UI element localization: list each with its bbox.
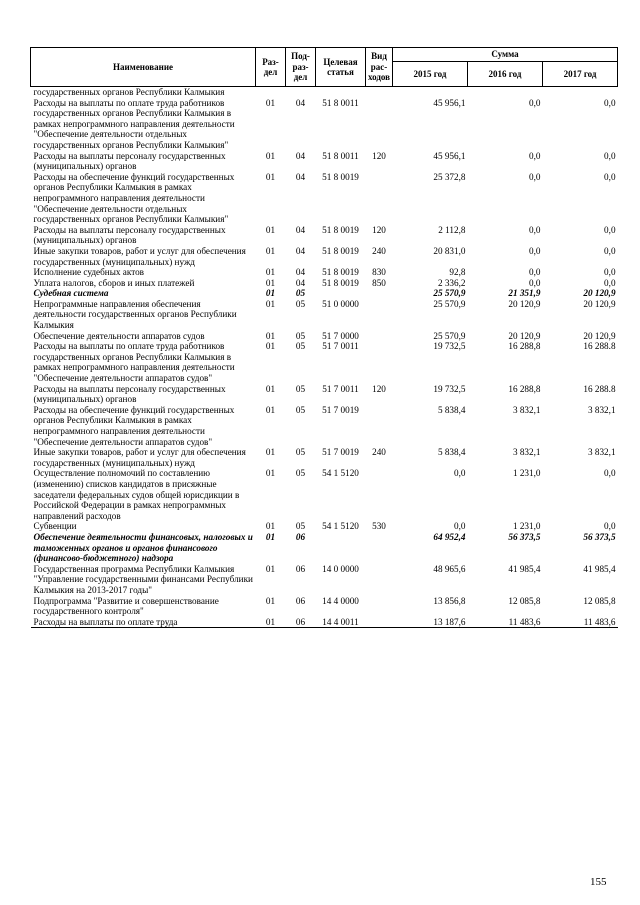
- header-razdel: Раз-дел: [256, 48, 286, 87]
- budget-table: [30, 47, 618, 628]
- table-row: [31, 172, 618, 225]
- row-value-2016: 0,0: [529, 277, 541, 288]
- table-row: [31, 341, 618, 383]
- table-row: [31, 98, 618, 151]
- row-value-2016: 0,0: [529, 150, 541, 161]
- row-target: 51 8 0019: [322, 171, 359, 182]
- row-value-2016: 41 985,4: [508, 563, 541, 574]
- row-podrazdel: 05: [295, 341, 306, 352]
- row-value-2015: 25 570,9: [433, 288, 466, 299]
- table-row: [31, 384, 618, 405]
- row-razdel: 01: [265, 563, 276, 574]
- row-podrazdel: 04: [295, 224, 306, 235]
- row-name: Государственная программа Республики Калмыкия "Управление государственными финансами Республики Калмыкия на 2013-2017 годы": [33, 563, 253, 595]
- row-name: Расходы на выплаты по оплате труда работников государственных органов Республики Калмыкия в рамках непрограммного направления деятельности "Обеспечение деятельности отдельных государственных органов Республики Калмыкия": [33, 97, 235, 150]
- row-podrazdel: 05: [295, 288, 306, 299]
- row-target: 51 8 0019: [322, 277, 359, 288]
- row-value-2015: 5 838,4: [437, 447, 466, 458]
- table-row: [31, 288, 618, 299]
- row-podrazdel: 05: [295, 298, 306, 309]
- table-row: [31, 225, 618, 246]
- row-target: 54 1 5120: [322, 468, 359, 479]
- row-value-2015: 64 952,4: [433, 531, 466, 542]
- row-name: Обеспечение деятельности аппаратов судов: [33, 330, 205, 341]
- budget-table-page: [30, 47, 617, 628]
- row-razdel: 01: [265, 267, 276, 278]
- row-value-2015: 2 336,2: [437, 277, 466, 288]
- row-podrazdel: 05: [295, 468, 306, 479]
- row-razdel: 01: [265, 277, 276, 288]
- table-row: [31, 596, 618, 617]
- row-vid: [366, 341, 393, 383]
- header-target: Целевая статья: [316, 48, 366, 87]
- table-header: [31, 48, 618, 87]
- row-value-2015: [393, 87, 468, 98]
- row-value-2017: 0,0: [604, 521, 616, 532]
- table-row: [31, 331, 618, 342]
- row-name: Расходы на выплаты по оплате труда работников государственных органов Республики Калмыкия в рамках непрограммного направления деятельности "Обеспечение деятельности аппаратов судов": [33, 341, 235, 384]
- header-2017: 2017 год: [543, 62, 618, 87]
- row-value-2016: 3 832,1: [512, 447, 541, 458]
- row-vid: [366, 299, 393, 331]
- row-value-2017: 0,0: [604, 468, 616, 479]
- row-name: Судебная система: [33, 288, 109, 299]
- row-target: 51 8 0011: [322, 97, 359, 108]
- row-value-2017: 16 288.8: [583, 383, 616, 394]
- row-value-2015: 0,0: [454, 468, 466, 479]
- row-value-2017: 0,0: [604, 97, 616, 108]
- row-name: Расходы на обеспечение функций государственных органов Республики Калмыкия в рамках непрограммного направления деятельности "Обеспечение деятельности аппаратов судов": [33, 404, 235, 447]
- row-target: 51 8 0011: [322, 150, 359, 161]
- row-podrazdel: 05: [295, 330, 306, 341]
- row-value-2016: 0,0: [529, 171, 541, 182]
- row-value-2015: 48 965,6: [433, 563, 466, 574]
- row-value-2015: 25 372,8: [433, 171, 466, 182]
- row-value-2017: 56 373,5: [583, 531, 616, 542]
- row-value-2016: 16 288,8: [508, 341, 541, 352]
- row-target: 51 7 0019: [322, 447, 359, 458]
- row-razdel: 01: [265, 468, 276, 479]
- table-row: [31, 521, 618, 532]
- header-name: Наименование: [31, 48, 256, 87]
- header-sum: Сумма: [393, 48, 618, 62]
- row-vid: [366, 596, 393, 617]
- row-podrazdel: 05: [295, 404, 306, 415]
- row-value-2016: 16 288,8: [508, 383, 541, 394]
- row-vid: 240: [372, 447, 386, 458]
- row-value-2017: 3 832,1: [587, 447, 616, 458]
- row-vid: 240: [372, 245, 386, 256]
- row-value-2015: 45 956,1: [433, 97, 466, 108]
- row-razdel: 01: [265, 383, 276, 394]
- row-name: Подпрограмма "Развитие и совершенствование государственного контроля": [33, 595, 219, 617]
- row-name: Субвенции: [33, 521, 77, 532]
- row-value-2017: 3 832,1: [587, 404, 616, 415]
- row-razdel: 01: [265, 521, 276, 532]
- row-razdel: 01: [256, 617, 286, 628]
- row-podrazdel: 05: [295, 447, 306, 458]
- header-2015: 2015 год: [393, 62, 468, 87]
- row-value-2017: 11 483,6: [543, 617, 618, 628]
- row-value-2016: 20 120,9: [508, 330, 541, 341]
- row-razdel: 01: [265, 531, 276, 542]
- row-value-2015: 25 570,9: [433, 330, 466, 341]
- table-row: [31, 405, 618, 447]
- row-target: 51 8 0019: [322, 245, 359, 256]
- row-razdel: 01: [265, 447, 276, 458]
- row-name: Непрограммные направления обеспечения деятельности государственных органов Республики Калмыкия: [33, 298, 237, 331]
- row-target: 14 0 0000: [322, 563, 359, 574]
- row-vid: 850: [372, 277, 386, 288]
- table-row: [31, 617, 618, 628]
- header-podrazdel: Под-раз-дел: [286, 48, 316, 87]
- table-row: [31, 447, 618, 468]
- row-vid: 120: [372, 383, 386, 394]
- row-value-2016: 56 373,5: [508, 531, 541, 542]
- row-value-2016: 11 483,6: [468, 617, 543, 628]
- row-target: 51 7 0019: [322, 404, 359, 415]
- row-podrazdel: 06: [295, 531, 306, 542]
- row-razdel: 01: [265, 171, 276, 182]
- table-row: [31, 468, 618, 521]
- row-vid: [366, 564, 393, 596]
- row-value-2017: 20 120,9: [583, 288, 616, 299]
- row-target: 51 7 0011: [322, 383, 359, 394]
- row-target: [316, 532, 366, 564]
- row-value-2017: 41 985,4: [583, 563, 616, 574]
- row-podrazdel: 04: [295, 267, 306, 278]
- row-vid: [366, 532, 393, 564]
- row-target: 51 7 0011: [322, 341, 359, 352]
- row-podrazdel: 06: [295, 563, 306, 574]
- table-row: [31, 151, 618, 172]
- row-value-2015: 92,8: [449, 267, 466, 278]
- row-value-2016: 21 351,9: [508, 288, 541, 299]
- row-vid: 530: [372, 521, 386, 532]
- row-name: Уплата налогов, сборов и иных платежей: [33, 277, 195, 288]
- row-razdel: 01: [265, 97, 276, 108]
- row-name: Расходы на выплаты персоналу государственных (муниципальных) органов: [33, 224, 226, 246]
- row-podrazdel: 04: [295, 245, 306, 256]
- row-target: 51 8 0019: [322, 267, 359, 278]
- row-razdel: 01: [265, 341, 276, 352]
- row-value-2016: 20 120,9: [508, 298, 541, 309]
- row-value-2015: 5 838,4: [437, 404, 466, 415]
- row-razdel: 01: [265, 150, 276, 161]
- row-value-2017: 0,0: [604, 171, 616, 182]
- row-value-2015: 19 732,5: [433, 341, 466, 352]
- row-value-2016: 1 231,0: [512, 468, 541, 479]
- row-value-2015: 45 956,1: [433, 150, 466, 161]
- row-vid: [366, 87, 393, 98]
- row-podrazdel: 04: [295, 277, 306, 288]
- row-target: 14 4 0000: [322, 595, 359, 606]
- table-row: [31, 246, 618, 267]
- row-value-2015: 25 570,9: [433, 298, 466, 309]
- table-row: [31, 267, 618, 278]
- table-row: [31, 87, 618, 98]
- row-vid: [366, 172, 393, 225]
- table-row: [31, 278, 618, 289]
- header-vid: Вид рас-ходов: [366, 48, 393, 87]
- row-value-2015: 0,0: [454, 521, 466, 532]
- row-value-2016: 0,0: [529, 224, 541, 235]
- row-vid: 120: [372, 224, 386, 235]
- row-target: [316, 87, 366, 98]
- row-value-2015: 20 831,0: [433, 245, 466, 256]
- row-target: [316, 288, 366, 299]
- table-body: [31, 87, 618, 628]
- row-value-2017: 16 288.8: [583, 341, 616, 352]
- row-value-2017: 0,0: [604, 267, 616, 278]
- row-razdel: [256, 87, 286, 98]
- row-value-2017: 0,0: [604, 245, 616, 256]
- row-value-2016: 12 085,8: [508, 595, 541, 606]
- row-name: Расходы на выплаты персоналу государственных (муниципальных) органов: [33, 150, 226, 172]
- row-value-2015: 13 856,8: [433, 595, 466, 606]
- row-podrazdel: [286, 87, 316, 98]
- row-name: Обеспечение деятельности финансовых, налоговых и таможенных органов и органов финансового (финансово-бюджетного) надзора: [33, 531, 253, 564]
- row-name: Расходы на выплаты по оплате труда: [31, 617, 256, 628]
- row-razdel: 01: [265, 288, 276, 299]
- row-value-2016: 0,0: [529, 267, 541, 278]
- row-name: государственных органов Республики Калмыкия: [33, 87, 225, 97]
- row-name: Иные закупки товаров, работ и услуг для обеспечения государственных (муниципальных) нужд: [33, 245, 246, 267]
- row-vid: [366, 468, 393, 521]
- row-podrazdel: 04: [295, 150, 306, 161]
- row-value-2017: 20 120,9: [583, 298, 616, 309]
- row-value-2017: [543, 87, 618, 98]
- row-podrazdel: 06: [295, 595, 306, 606]
- row-name: Иные закупки товаров, работ и услуг для обеспечения государственных (муниципальных) нужд: [33, 447, 246, 468]
- row-value-2015: 2 112,8: [438, 224, 466, 235]
- row-podrazdel: 06: [286, 617, 316, 628]
- row-target: 54 1 5120: [322, 521, 359, 532]
- row-podrazdel: 05: [295, 383, 306, 394]
- row-name: Расходы на обеспечение функций государственных органов Республики Калмыкия в рамках непрограммного направления деятельности "Обеспечение деятельности отдельных государственных органов Республики Калмыкия": [33, 171, 235, 225]
- row-name: Исполнение судебных актов: [33, 267, 145, 278]
- row-razdel: 01: [265, 298, 276, 309]
- row-vid: 830: [372, 267, 386, 278]
- row-podrazdel: 04: [295, 171, 306, 182]
- row-name: Осуществление полномочий по составлению (изменению) списков кандидатов в присяжные заседатели федеральных судов общей юрисдикции в Российской Федерации в рамках непрограммных направлений расходов: [33, 468, 240, 521]
- row-podrazdel: 04: [295, 97, 306, 108]
- table-row: [31, 564, 618, 596]
- row-target: 51 8 0019: [322, 224, 359, 235]
- row-target: 14 4 0011: [316, 617, 366, 628]
- table-row: [31, 299, 618, 331]
- row-vid: [366, 288, 393, 299]
- row-value-2016: 1 231,0: [512, 521, 541, 532]
- row-value-2016: [468, 87, 543, 98]
- row-value-2015: 13 187,6: [393, 617, 468, 628]
- row-value-2017: 0,0: [604, 277, 616, 288]
- page-number: 155: [590, 876, 607, 888]
- row-vid: 120: [372, 150, 386, 161]
- row-target: 51 7 0000: [322, 330, 359, 341]
- row-value-2016: 3 832,1: [512, 404, 541, 415]
- row-razdel: 01: [265, 224, 276, 235]
- row-name: Расходы на выплаты персоналу государственных (муниципальных) органов: [33, 383, 226, 405]
- row-vid: [366, 405, 393, 447]
- row-vid: [366, 617, 393, 628]
- row-value-2016: 0,0: [529, 97, 541, 108]
- row-value-2016: 0,0: [529, 245, 541, 256]
- row-vid: [366, 98, 393, 151]
- row-value-2017: 0,0: [604, 150, 616, 161]
- row-razdel: 01: [265, 245, 276, 256]
- row-razdel: 01: [265, 595, 276, 606]
- header-2016: 2016 год: [468, 62, 543, 87]
- row-value-2015: 19 732,5: [433, 383, 466, 394]
- row-value-2017: 12 085,8: [583, 595, 616, 606]
- table-row: [31, 532, 618, 564]
- row-value-2017: 0,0: [604, 224, 616, 235]
- row-value-2017: 20 120,9: [583, 330, 616, 341]
- row-razdel: 01: [265, 404, 276, 415]
- row-target: 51 0 0000: [322, 298, 359, 309]
- row-vid: [366, 331, 393, 342]
- row-razdel: 01: [265, 330, 276, 341]
- row-podrazdel: 05: [295, 521, 306, 532]
